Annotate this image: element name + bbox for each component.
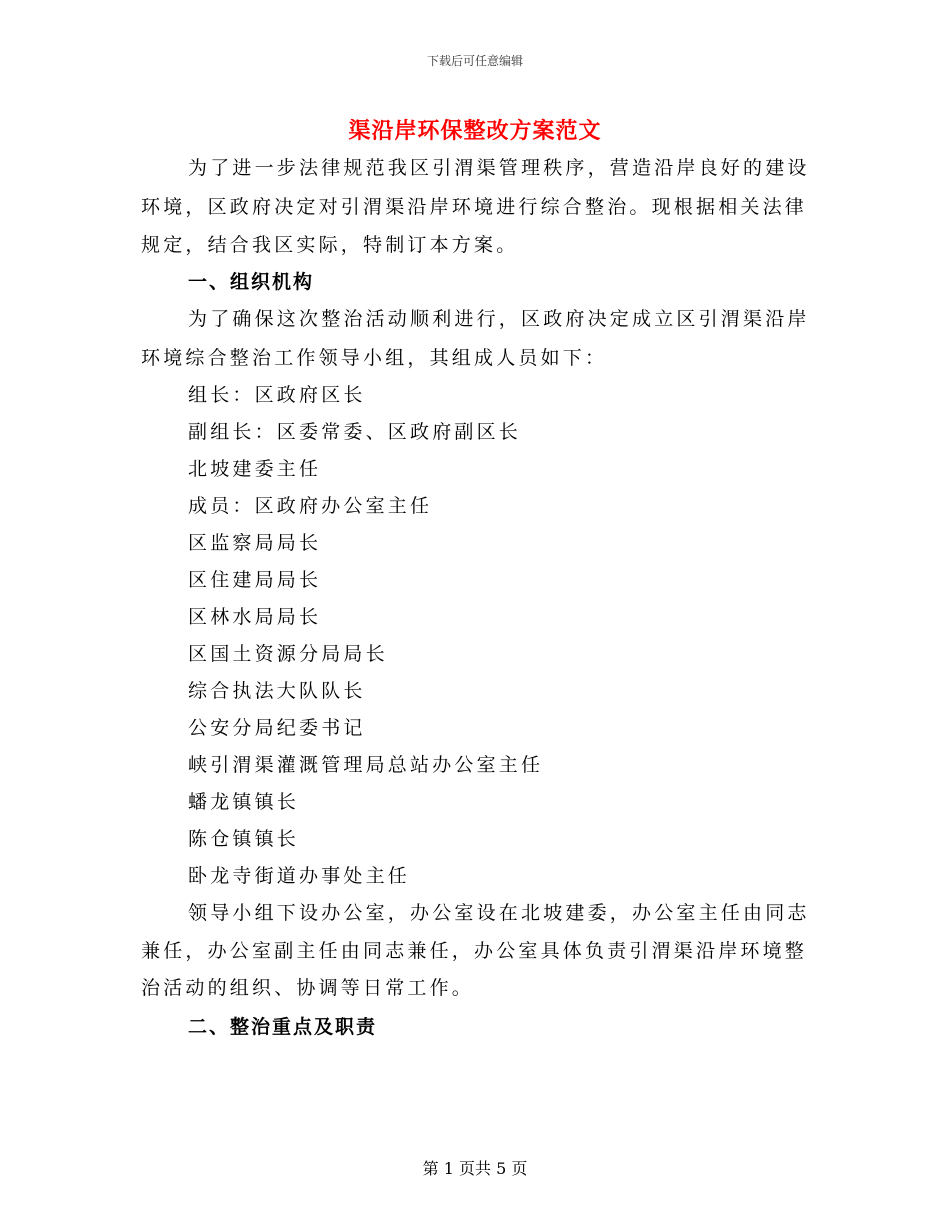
member-item: 副组长：区委常委、区政府副区长 [188, 421, 522, 443]
office-para-line-1: 领导小组下设办公室，办公室设在北坡建委，办公室主任由同志 [188, 902, 810, 924]
member-item: 蟠龙镇镇长 [188, 791, 300, 813]
page-header: 下载后可任意编辑 [426, 54, 523, 68]
member-item: 区林水局局长 [188, 606, 322, 628]
intro-line-3: 规定，结合我区实际，特制订本方案。 [141, 234, 519, 256]
member-item: 陈仓镇镇长 [188, 828, 300, 850]
office-para-line-3: 治活动的组织、协调等日常工作。 [141, 977, 475, 999]
intro-line-1: 为了进一步法律规范我区引渭渠管理秩序，营造沿岸良好的建设 [188, 157, 810, 179]
member-item: 区住建局局长 [188, 569, 322, 591]
section1-para-line-1: 为了确保这次整治活动顺利进行，区政府决定成立区引渭渠沿岸 [188, 308, 810, 330]
section1-para-line-2: 环境综合整治工作领导小组，其组成人员如下： [141, 347, 608, 369]
section-heading-priorities: 二、整治重点及职责 [188, 1016, 378, 1038]
member-item: 北坡建委主任 [188, 458, 322, 480]
member-item: 成员：区政府办公室主任 [188, 495, 433, 517]
section-heading-organization: 一、组织机构 [188, 271, 315, 293]
member-item: 峡引渭渠灌溉管理局总站办公室主任 [188, 754, 544, 776]
member-item: 区国土资源分局局长 [188, 643, 388, 665]
member-item: 组长：区政府区长 [188, 384, 366, 406]
member-item: 综合执法大队队长 [188, 680, 366, 702]
office-para-line-2: 兼任，办公室副主任由同志兼任，办公室具体负责引渭渠沿岸环境整 [141, 940, 808, 962]
member-item: 卧龙寺街道办事处主任 [188, 865, 411, 887]
page-footer: 第 1 页共 5 页 [422, 1159, 528, 1178]
member-item: 公安分局纪委书记 [188, 717, 366, 739]
member-item: 区监察局局长 [188, 532, 322, 554]
document-title: 渠沿岸环保整改方案范文 [348, 118, 602, 144]
intro-line-2: 环境，区政府决定对引渭渠沿岸环境进行综合整治。现根据相关法律 [141, 196, 808, 218]
